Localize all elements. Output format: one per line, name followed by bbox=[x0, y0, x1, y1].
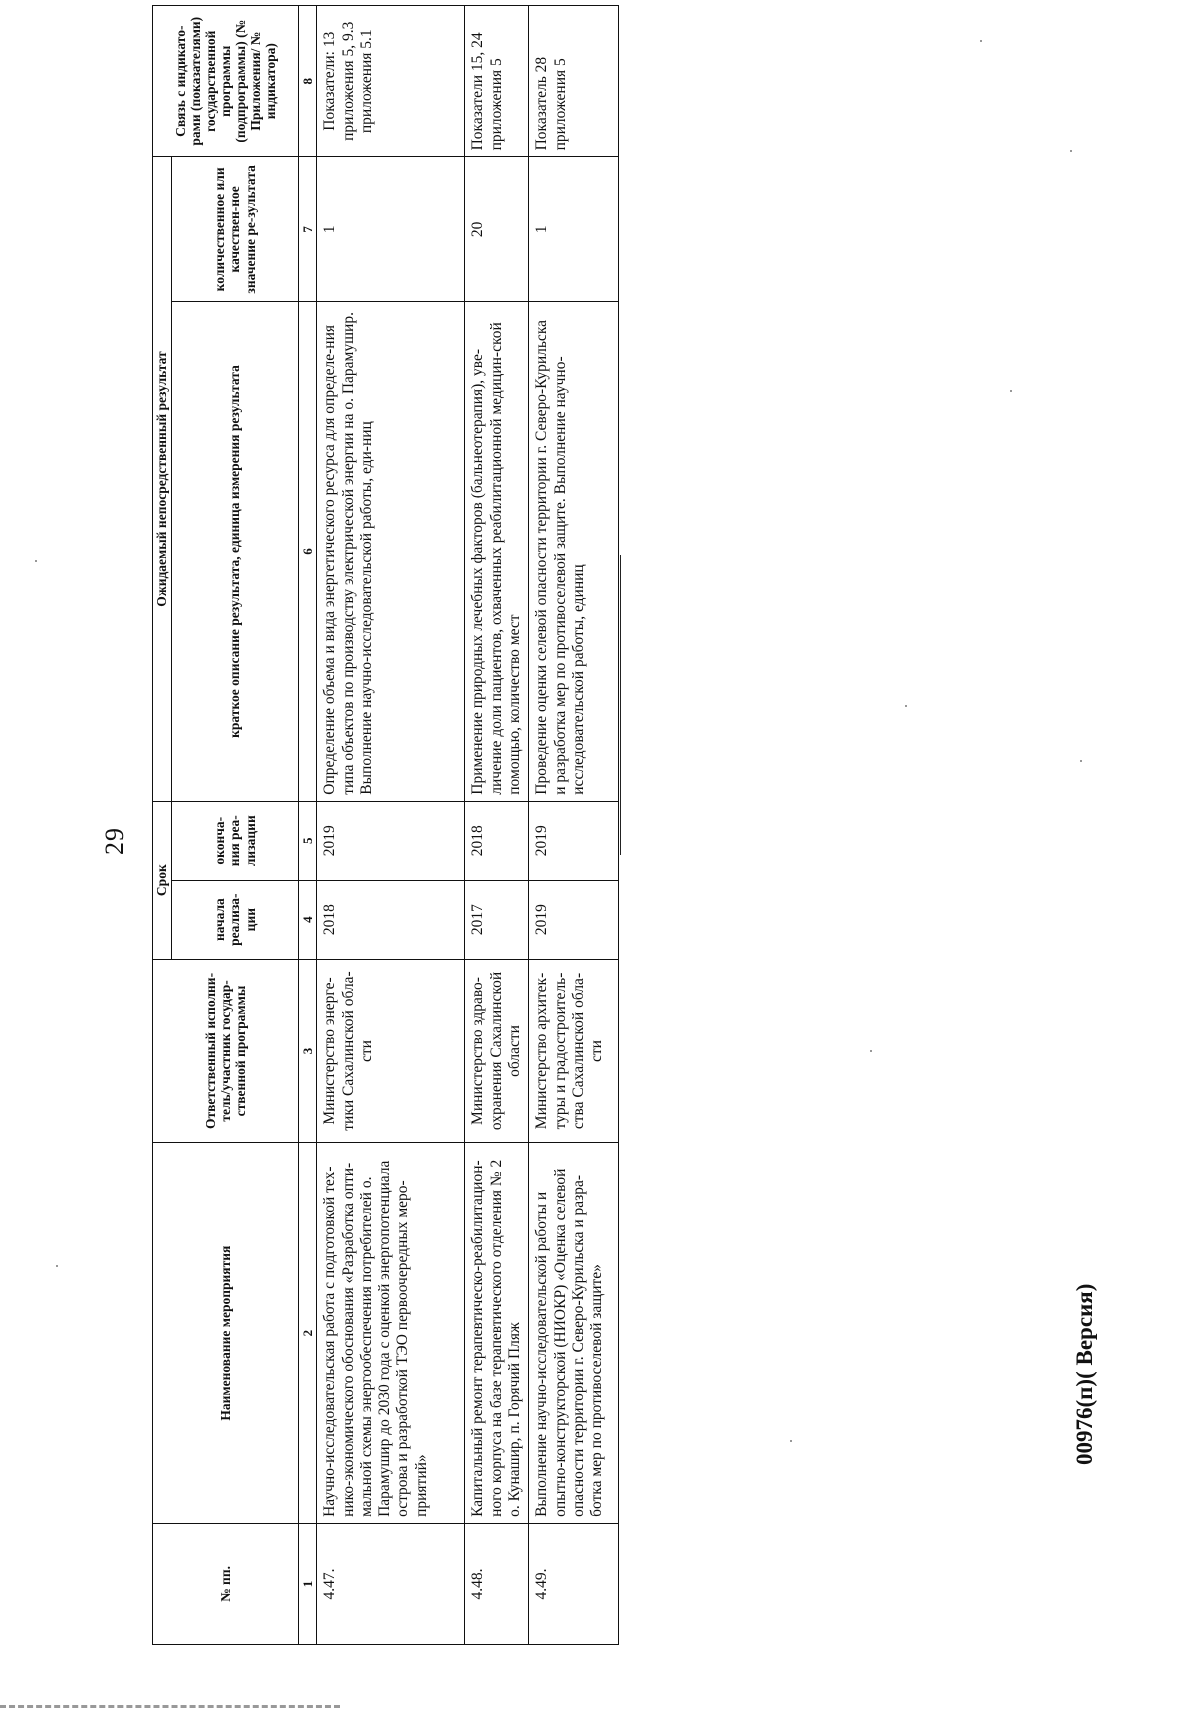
measure-name: Капитальный ремонт терапевтическо-реабилитацион-ного корпуса на базе терапевтического отделения № 2 о. Кунашир, п. Горячий Пляж bbox=[465, 1143, 529, 1524]
header-number: № пп. bbox=[153, 1523, 299, 1644]
result-description: Определение объема и вида энергетического ресурса для определе-ния типа объектов по производству электрической энергии на о. Парамушир. Выполнение научно-исследовательской работы, еди-ниц bbox=[317, 302, 465, 801]
indicators-link: Показатели: 13 приложения 5, 9.3 приложения 5.1 bbox=[317, 6, 465, 157]
table-row bbox=[465, 6, 529, 1645]
column-number: 7 bbox=[299, 157, 317, 302]
measures-table bbox=[152, 5, 619, 1645]
column-number: 6 bbox=[299, 302, 317, 801]
table-row bbox=[529, 6, 619, 1645]
start-year: 2018 bbox=[317, 880, 465, 959]
document-version-code: 00976(п)( Версия) bbox=[1072, 1283, 1097, 1465]
measure-name: Научно-исследовательская работа с подготовкой тех-нико-экономического обоснования «Разработка опти-мальной схемы энергообеспечения потребителей о. Парамушир до 2030 года с оценкой энергопотенциала острова и разработкой ТЭО первоочередных меро-приятий» bbox=[317, 1143, 465, 1524]
header-value: количественное или качествен-ное значение ре-зультата bbox=[172, 157, 299, 302]
end-year: 2019 bbox=[529, 801, 619, 880]
scan-speck bbox=[35, 560, 37, 562]
column-number: 1 bbox=[299, 1523, 317, 1644]
executor: Министерство архитек-туры и градостроитель-ства Сахалинской обла-сти bbox=[529, 959, 619, 1143]
scan-edge-artifact bbox=[0, 1705, 340, 1708]
result-description: Применение природных лечебных факторов (бальнеотерапия), уве-личение доли пациентов, охваченных реабилитационной медицин-ской помощью, количество мест bbox=[465, 302, 529, 801]
result-value: 1 bbox=[529, 157, 619, 302]
end-year: 2019 bbox=[317, 801, 465, 880]
indicators-link: Показатель 28 приложения 5 bbox=[529, 6, 619, 157]
column-number: 4 bbox=[299, 880, 317, 959]
result-description: Проведение оценки селевой опасности территории г. Северо-Курильска и разработка мер по противоселевой защите. Выполнение научно-исследовательской работы, единиц bbox=[529, 302, 619, 801]
column-number: 3 bbox=[299, 959, 317, 1143]
scan-speck bbox=[1080, 760, 1082, 762]
scan-speck bbox=[56, 1265, 58, 1267]
row-number: 4.48. bbox=[465, 1523, 529, 1644]
result-value: 1 bbox=[317, 157, 465, 302]
executor: Министерство энерге-тики Сахалинской обла-сти bbox=[317, 959, 465, 1143]
table-row bbox=[317, 6, 465, 1645]
scan-speck bbox=[870, 1050, 872, 1052]
start-year: 2019 bbox=[529, 880, 619, 959]
header-expected-result: Ожидаемый непосредственный результат bbox=[153, 157, 172, 801]
end-year: 2018 bbox=[465, 801, 529, 880]
header-row-1 bbox=[153, 6, 172, 1645]
row-number: 4.47. bbox=[317, 1523, 465, 1644]
row-number: 4.49. bbox=[529, 1523, 619, 1644]
result-value: 20 bbox=[465, 157, 529, 302]
indicators-link: Показатели 15, 24 приложения 5 bbox=[465, 6, 529, 157]
scan-speck bbox=[905, 705, 907, 707]
scan-speck bbox=[790, 1440, 792, 1442]
header-end: оконча-ния реа-лизации bbox=[172, 801, 299, 880]
header-term: Срок bbox=[153, 801, 172, 959]
header-description: краткое описание результата, единица измерения результата bbox=[172, 302, 299, 801]
header-executor: Ответственный исполни-тель/участник государ-ственной программы bbox=[153, 959, 299, 1143]
column-number: 5 bbox=[299, 801, 317, 880]
page-number: 29 bbox=[100, 827, 129, 855]
separator-line bbox=[620, 555, 621, 855]
column-number: 2 bbox=[299, 1143, 317, 1524]
column-number: 8 bbox=[299, 6, 317, 157]
header-start: начала реализа-ции bbox=[172, 880, 299, 959]
executor: Министерство здраво-охранения Сахалинской области bbox=[465, 959, 529, 1143]
header-name: Наименование мероприятия bbox=[153, 1143, 299, 1524]
scan-speck bbox=[1010, 390, 1012, 392]
start-year: 2017 bbox=[465, 880, 529, 959]
measure-name: Выполнение научно-исследовательской работы и опытно-конструкторской (НИОКР) «Оценка селевой опасности территории г. Северо-Курильска и разра-ботка мер по противоселевой защите» bbox=[529, 1143, 619, 1524]
scan-speck bbox=[980, 40, 982, 42]
scan-speck bbox=[1070, 150, 1072, 152]
header-indicators: Связь с индикато-рами (показателями) государственной программы (подпрограммы) (№ Приложения/ № индикатора) bbox=[153, 6, 299, 157]
column-number-row bbox=[299, 6, 317, 1645]
